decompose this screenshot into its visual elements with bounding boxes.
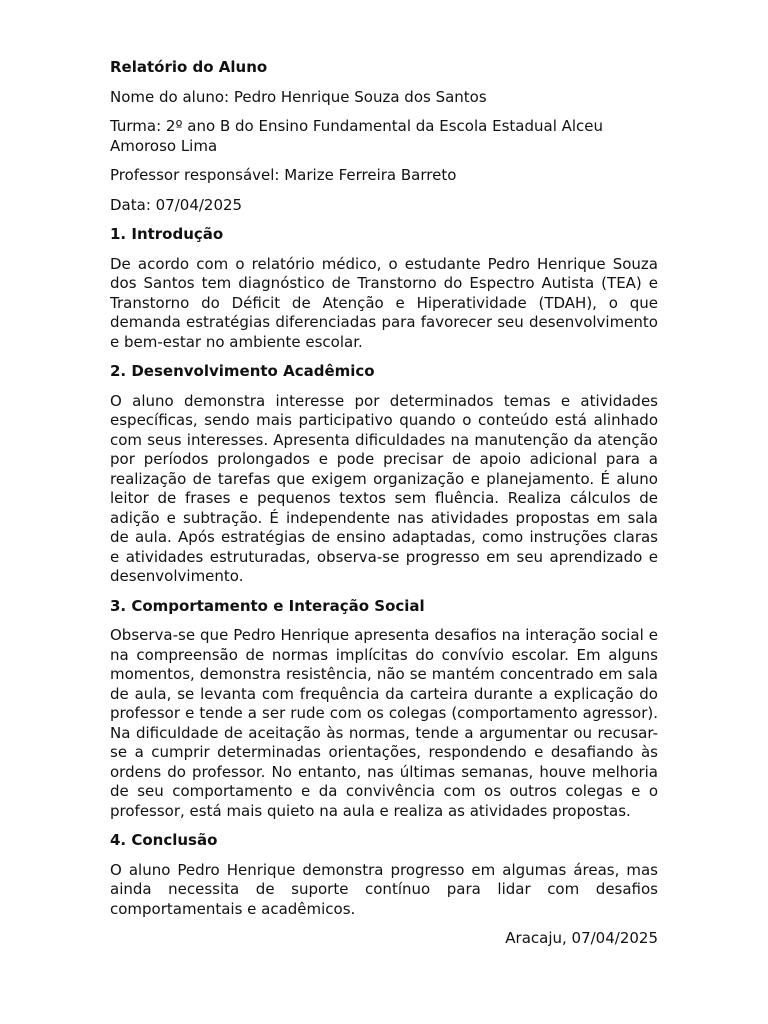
report-title: Relatório do Aluno xyxy=(110,58,268,76)
section-heading-conclusion: 4. Conclusão xyxy=(110,831,218,849)
section-text-conclusion: O aluno Pedro Henrique demonstra progresso em algumas áreas, mas ainda necessita de suporte contínuo para lidar com desafios comportamentais e acadêmicos. xyxy=(110,860,658,918)
section-heading-behavior: 3. Comportamento e Interação Social xyxy=(110,596,425,615)
section-heading-introduction: 1. Introdução xyxy=(110,225,224,243)
report-date: Data: 07/04/2025 xyxy=(110,195,243,214)
student-name: Nome do aluno: Pedro Henrique Souza dos Santos xyxy=(110,87,487,106)
section-text-academic: O aluno demonstra interesse por determinados temas e atividades específicas, sendo mais participativo quando o conteúdo está alinhado com seus interesses. Apresenta dificuldades na manutenção da atenção por períodos prolongados e pode precisar de apoio adicional para a realização de tarefas que exigem organização e planejamento. É aluno leitor de frases e pequenos textos sem fluência. Realiza cálculos de adição e subtração. É independente nas atividades propostas em sala de aula. Após estratégias de ensino adaptadas, como instruções claras e atividades estruturadas, observa-se progresso em seu aprendizado e desenvolvimento. xyxy=(110,391,658,585)
section-text-introduction: De acordo com o relatório médico, o estudante Pedro Henrique Souza dos Santos tem diagnóstico de Transtorno do Espectro Autista (TEA) e Transtorno do Déficit de Atenção e Hiperatividade (TDAH), o que demanda estratégias diferenciadas para favorecer seu desenvolvimento e bem-estar no ambiente escolar. xyxy=(110,254,658,351)
teacher-name: Professor responsável: Marize Ferreira Barreto xyxy=(110,166,457,184)
section-text-behavior: Observa-se que Pedro Henrique apresenta desafios na interação social e na compreensão de normas implícitas do convívio escolar. Em alguns momentos, demonstra resistência, não se mantém concentrado em sala de aula, se levanta com frequência da carteira durante a explicação do professor e tende a ser rude com os colegas (comportamento agressor). Na dificuldade de aceitação às normas, tende a argumentar ou recusar-se a cumprir determinadas orientações, respondendo e desafiando às ordens do professor. No entanto, nas últimas semanas, houve melhoria de seu comportamento e da convivência com os outros colegas e o professor, está mais quieto na aula e realiza as atividades propostas. xyxy=(110,626,658,820)
report-document xyxy=(110,58,658,949)
section-heading-academic: 2. Desenvolvimento Acadêmico xyxy=(110,362,375,380)
signoff-place-date: Aracaju, 07/04/2025 xyxy=(505,929,658,947)
class-info: Turma: 2º ano B do Ensino Fundamental da Escola Estadual Alceu Amoroso Lima xyxy=(110,117,604,155)
